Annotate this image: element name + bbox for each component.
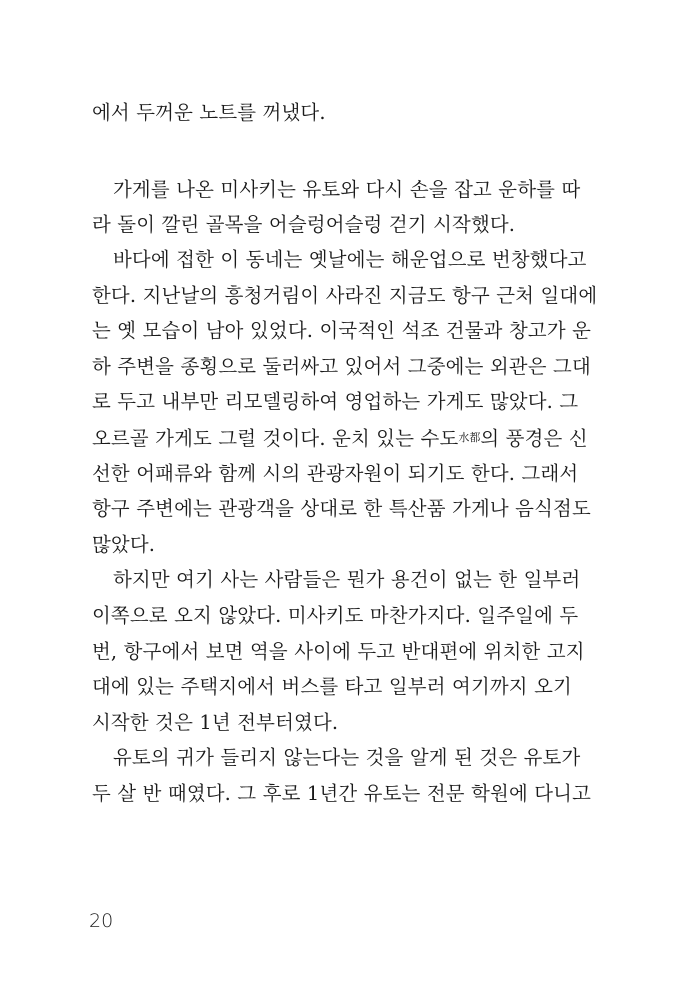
text-line-16: 대에 있는 주택지에서 버스를 타고 일부러 여기까지 오기 [92,675,572,698]
text-line-18: 유토의 귀가 들리지 않는다는 것을 알게 된 것은 유토가 [113,746,581,769]
text-line-2: 가게를 나온 미사키는 유토와 다시 손을 잡고 운하를 따 [113,178,581,201]
text-line-6: 는 옛 모습이 남아 있었다. 이국적인 석조 건물과 창고가 운 [92,319,592,342]
text-line-14: 이쪽으로 오지 않았다. 미사키도 마찬가지다. 일주일에 두 [92,604,579,627]
text-line-17: 시작한 것은 1년 전부터였다. [92,711,339,734]
text-line-13: 하지만 여기 사는 사람들은 뭔가 용건이 없는 한 일부러 [113,568,581,591]
text-line-9 [92,424,588,453]
text-line-11: 항구 주변에는 관광객을 상대로 한 특산품 가게나 음식점도 [92,497,591,520]
text-line-10: 선한 어패류와 함께 시의 관광자원이 되기도 한다. 그래서 [92,462,579,485]
text-line-12: 많았다. [92,533,156,556]
hanja-annotation: 水都 [458,431,481,444]
text-line-15: 번, 항구에서 보면 역을 사이에 두고 반대편에 위치한 고지 [92,640,585,663]
text-line-8: 로 두고 내부만 리모델링하여 영업하는 가게도 많았다. 그 [92,390,579,413]
text-line-9-end: 의 풍경은 신 [480,427,588,450]
text-line-4: 바다에 접한 이 동네는 옛날에는 해운업으로 번창했다고 [113,248,587,271]
text-line-19: 두 살 반 때였다. 그 후로 1년간 유토는 전문 학원에 다니고 [92,782,592,805]
text-line-7: 하 주변을 종횡으로 둘러싸고 있어서 그중에는 외관은 그대 [92,355,591,378]
text-line-5: 한다. 지난날의 흥청거림이 사라진 지금도 항구 근처 일대에 [92,284,598,307]
page-number: 20 [89,910,114,932]
text-line-1: 에서 두꺼운 노트를 꺼냈다. [92,101,326,124]
text-line-9-start: 오르골 가게도 그럴 것이다. 운치 있는 수도 [92,427,459,450]
text-line-3: 라 돌이 깔린 골목을 어슬렁어슬렁 걷기 시작했다. [92,213,516,236]
